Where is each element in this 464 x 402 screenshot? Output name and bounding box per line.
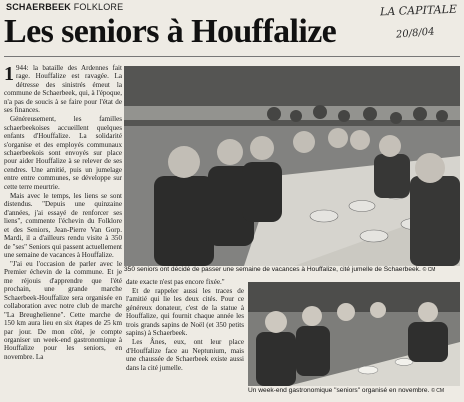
paragraph-7: Les Ânes, eux, ont leur place d'Houffalize face au Neptunium, mais une chaussée de Schaerbeek existe aussi dans la cité jumelle.: [126, 338, 244, 372]
photo-bottom-caption-text: Un week-end gastronomique "seniors" organisé en novembre.: [248, 387, 430, 394]
handwritten-date: 20/8/04: [395, 26, 435, 41]
header-divider: [4, 56, 460, 57]
photo-top-caption-text: 350 seniors ont décidé de passer une semaine de vacances à Houffalize, cité jumelle de Schaerbeek.: [124, 266, 421, 273]
photo-seniors-dining-image: [124, 66, 460, 266]
photo-bottom-credit: © CM: [431, 388, 445, 394]
section-name: SCHAERBEEK: [6, 2, 72, 12]
dropcap: 1: [4, 64, 14, 85]
photo-top-caption: [124, 266, 460, 274]
photo-seniors-meal-image: [248, 282, 460, 386]
section-kicker: [6, 2, 123, 12]
paragraph-4: "J'ai eu l'occasion de parler avec le Premier échevin de la commune. Et je me réjouis d'apprendre que l'été prochain, une grande marche Schaerbeek-Houffalize sera organisée en collaboration avec notre club de marche "La Breughelienne". Cette marche de 150 km aura lieu en six étapes de 25 km par jour. De mon côté, je compte organiser un week-end gastronomique à Houffalize pour les seniors, en novembre. La: [4, 259, 122, 361]
paragraph-5: date exacte n'est pas encore fixée.": [126, 278, 225, 286]
paragraph-1-text: 944: la bataille des Ardennes fait rage. Houffalize est ravagée. La détresse des sinistrés émeut la commune de Schaerbeek, qui, à l'époque, n'a pas de soucis à se faire pour l'état de ses finances.: [4, 64, 122, 115]
paragraph-2: Généreusement, les familles schaerbeekoises accueillent quelques enfants d'Houffalize. La solidarité s'organise et des employés communaux schaerbeekois sont envoyés sur place pour aider Houffalize à se relever de ses cendres. Une amitié, puis un jumelage entre entre communes, se développe sur cette terre meurtrie.: [4, 115, 122, 191]
photo-seniors-meal: [248, 282, 460, 386]
paragraph-1: [4, 64, 122, 115]
photo-top-credit: © CM: [422, 267, 436, 273]
paragraph-6: Et de rappeler aussi les traces de l'amitié qui lie les deux cités. Pour ce généreux donateur, c'est de la statue à Houffalize, qui fournit chaque année les trois grands sapins de Noël (et 350 petits sapins) à Schaerbeek.: [126, 286, 244, 338]
article-column-left: [4, 64, 122, 398]
handwritten-source: LA CAPITALE: [379, 2, 458, 19]
article-column-mid: [126, 278, 244, 398]
handwritten-annotation: [380, 4, 462, 48]
paragraph-3: Mais avec le temps, les liens se sont distendus. "Depuis une quinzaine d'années, j'ai essayé de renforcer ses liens", commente l'échevin du Folklore et des Seniors, Jean-Pierre Van Gorp. Mardi, il a d'ailleurs rendu visite à 350 de "ses" Seniors qui passent actuellement une semaine de vacances à Houffalize.: [4, 191, 122, 259]
photo-seniors-dining: [124, 66, 460, 266]
photo-bottom-caption: [248, 387, 460, 395]
subsection-name: FOLKLORE: [71, 2, 124, 12]
article-headline: Les seniors à Houffalize: [4, 13, 337, 50]
